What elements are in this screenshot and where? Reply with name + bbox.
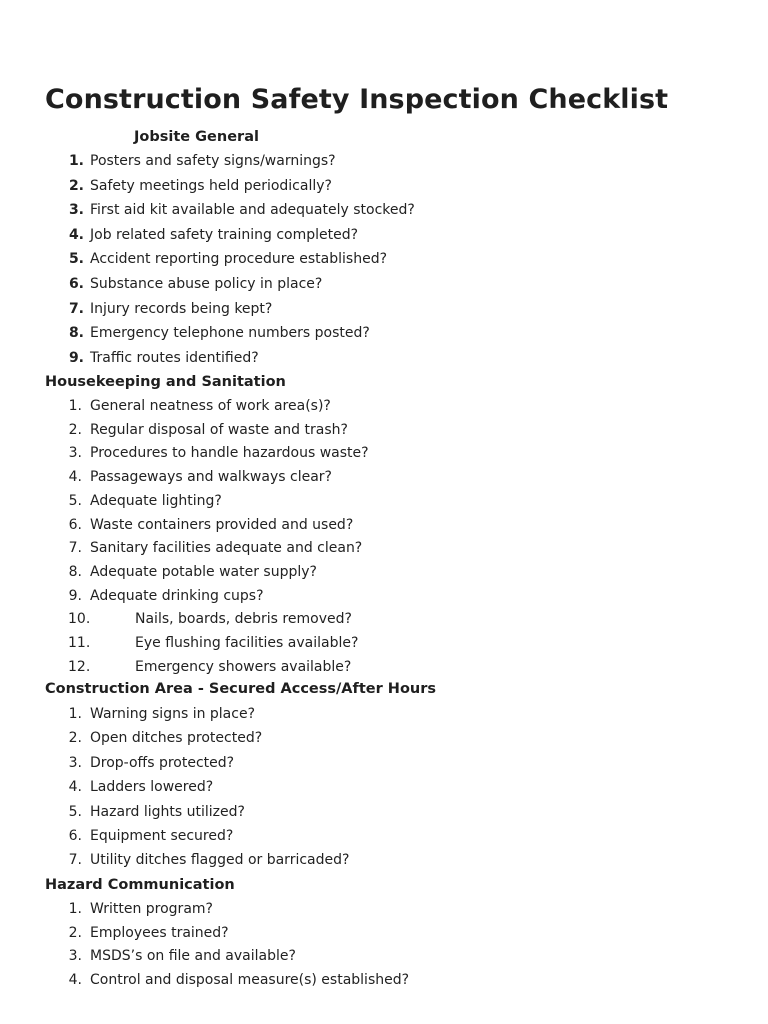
checklist-item: Posters and safety signs/warnings?	[90, 153, 336, 169]
checklist-item: Accident reporting procedure established?	[90, 251, 388, 268]
checklist-item: Ladders lowered?	[90, 779, 214, 796]
item-number: 8.	[68, 325, 84, 342]
item-number: 11.	[68, 635, 91, 651]
item-number: 6.	[68, 276, 84, 292]
item-number: 7.	[68, 540, 82, 557]
checklist-item: Open ditches protected?	[90, 730, 263, 747]
checklist-item: MSDS’s on file and available?	[90, 948, 296, 965]
item-number: 3.	[68, 202, 84, 219]
checklist-item: Written program?	[90, 901, 213, 917]
checklist-item: Adequate potable water supply?	[90, 563, 317, 580]
item-number: 2.	[68, 421, 82, 438]
checklist-item: Traffic routes identified?	[90, 349, 259, 366]
item-number: 6.	[68, 828, 82, 844]
item-number: 1.	[68, 901, 82, 917]
checklist-item: Job related safety training completed?	[90, 226, 359, 243]
item-number: 1.	[68, 398, 82, 414]
item-number: 9.	[68, 349, 84, 366]
checklist-item: First aid kit available and adequately stocked?	[90, 202, 415, 219]
item-number: 1.	[68, 153, 84, 169]
item-number: 2.	[68, 924, 82, 941]
section-heading: Construction Area - Secured Access/After Hours	[45, 681, 437, 697]
checklist-item: Sanitary facilities adequate and clean?	[90, 540, 363, 557]
checklist-item: Utility ditches flagged or barricaded?	[90, 852, 350, 869]
checklist-item: Adequate lighting?	[90, 492, 222, 509]
checklist-item: Substance abuse policy in place?	[90, 276, 323, 292]
item-number: 1.	[68, 706, 82, 722]
item-number: 4.	[68, 779, 82, 796]
item-number: 8.	[68, 563, 82, 580]
item-number: 3.	[68, 948, 82, 965]
item-number: 3.	[68, 754, 82, 771]
checklist-item: General neatness of work area(s)?	[90, 398, 331, 414]
checklist-item: Safety meetings held periodically?	[90, 177, 332, 194]
item-number: 2.	[68, 730, 82, 747]
item-number: 2.	[68, 177, 84, 194]
item-number: 7.	[68, 852, 82, 869]
item-number: 7.	[68, 300, 84, 317]
item-number: 4.	[68, 972, 82, 989]
item-number: 5.	[68, 251, 84, 268]
item-number: 4.	[68, 469, 82, 486]
item-number: 5.	[68, 803, 82, 820]
checklist-item: Hazard lights utilized?	[90, 803, 245, 820]
checklist-item: Emergency telephone numbers posted?	[90, 325, 370, 342]
checklist-item: Warning signs in place?	[90, 706, 256, 722]
checklist-item: Drop-offs protected?	[90, 754, 235, 771]
section-heading: Jobsite General	[134, 129, 259, 145]
item-number: 12.	[68, 658, 91, 675]
section-heading: Hazard Communication	[45, 877, 235, 893]
item-number: 5.	[68, 492, 82, 509]
item-number: 4.	[68, 226, 84, 243]
item-number: 10.	[68, 611, 91, 628]
item-number: 6.	[68, 516, 82, 533]
checklist-item: Regular disposal of waste and trash?	[90, 421, 348, 438]
checklist-item: Injury records being kept?	[90, 300, 273, 317]
checklist-item: Eye flushing facilities available?	[135, 635, 359, 651]
checklist-item: Procedures to handle hazardous waste?	[90, 445, 369, 462]
page-title: Construction Safety Inspection Checklist	[45, 84, 669, 115]
item-number: 3.	[68, 445, 82, 462]
checklist-item: Adequate drinking cups?	[90, 587, 264, 604]
checklist-item: Control and disposal measure(s) established?	[90, 972, 410, 989]
item-number: 9.	[68, 587, 82, 604]
checklist-item: Nails, boards, debris removed?	[135, 611, 352, 628]
checklist-item: Emergency showers available?	[135, 658, 352, 675]
checklist-item: Passageways and walkways clear?	[90, 469, 332, 486]
checklist-item: Equipment secured?	[90, 828, 234, 844]
checklist-item: Waste containers provided and used?	[90, 516, 354, 533]
checklist-item: Employees trained?	[90, 924, 229, 941]
section-heading: Housekeeping and Sanitation	[45, 374, 286, 390]
